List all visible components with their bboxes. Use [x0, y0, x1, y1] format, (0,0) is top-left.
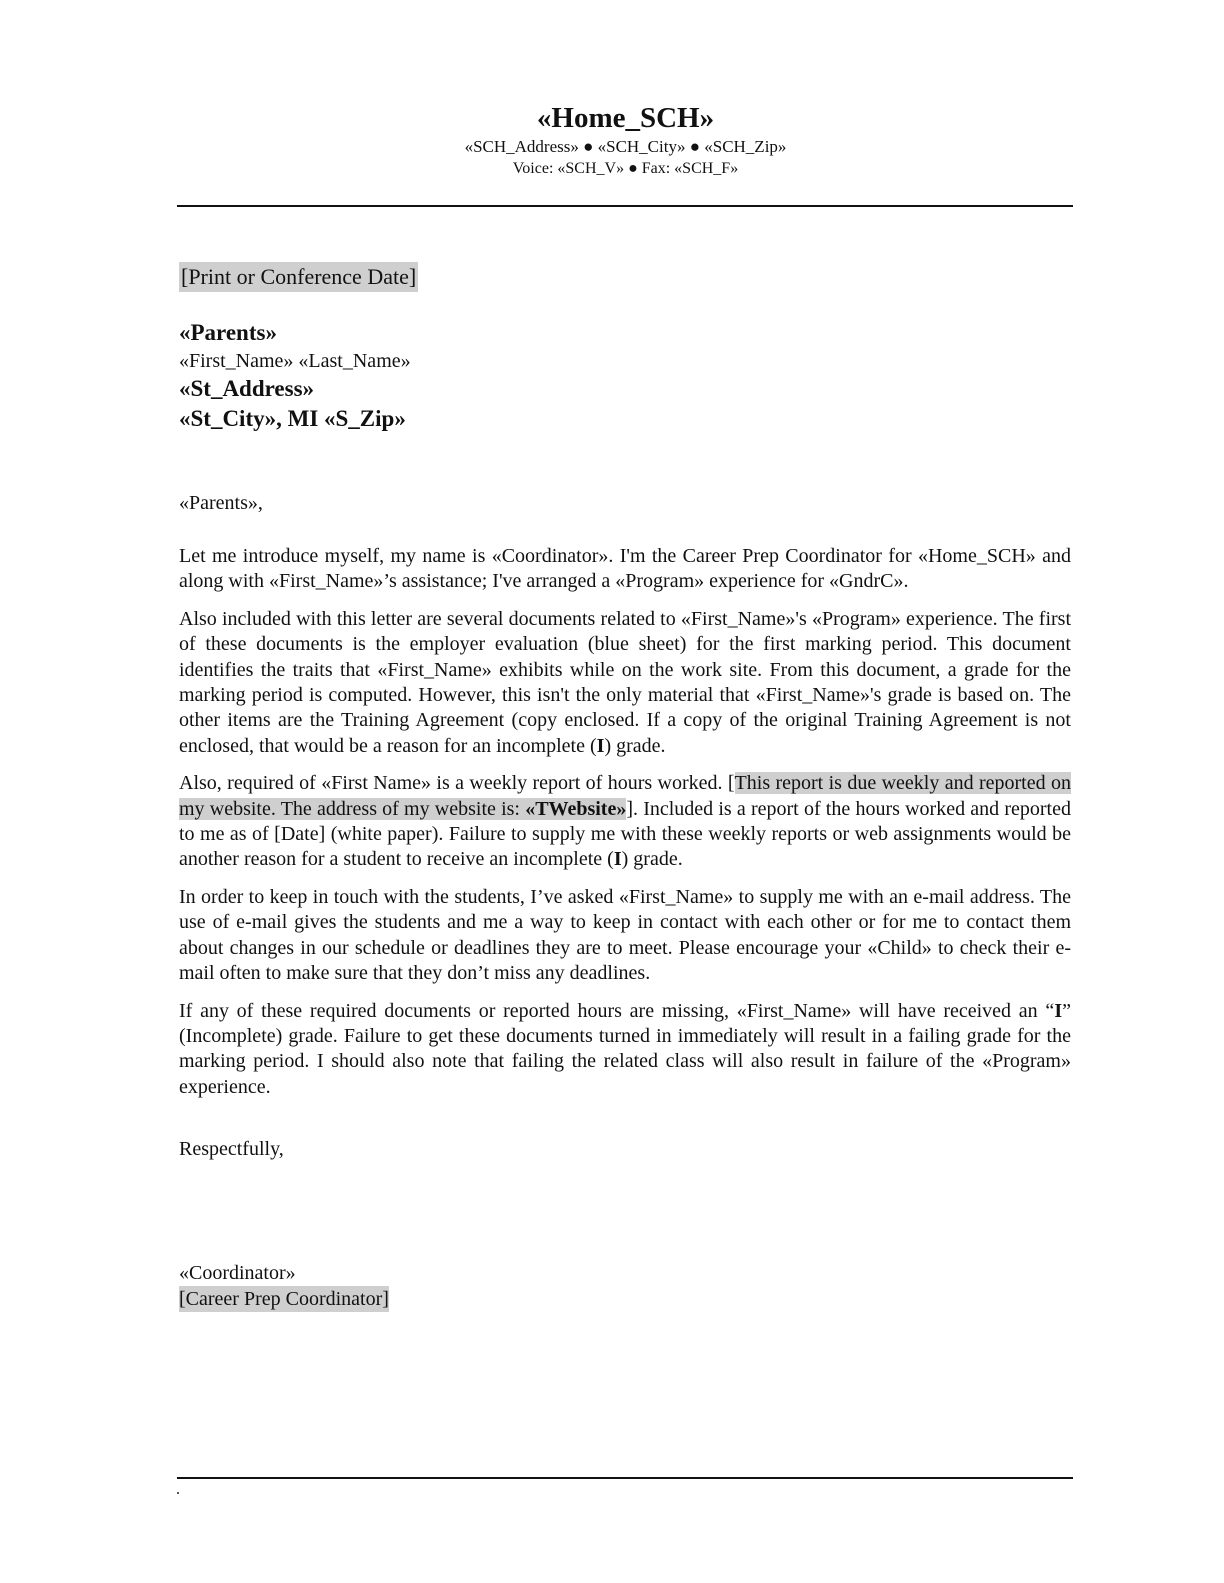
paragraph-weekly-report: [179, 771, 1071, 873]
recipient-parents: «Parents»: [179, 320, 277, 345]
recipient-city-state-zip: «St_City», MI «S_Zip»: [179, 406, 406, 431]
signature-name: «Coordinator»: [179, 1262, 296, 1285]
website-note-text: This report is due weekly and reported on my website. The address of my website is:: [179, 772, 1071, 820]
paragraph-missing-start: If any of these required documents or reported hours are missing, «First_Name» will have received an “: [179, 999, 1055, 1022]
salutation: «Parents»,: [179, 492, 263, 514]
letterhead: [178, 100, 1073, 180]
school-phone-fax: Voice: «SCH_V» ● Fax: «SCH_F»: [512, 160, 739, 177]
paragraph-missing-documents: [179, 999, 1071, 1101]
recipient-street: «St_Address»: [179, 376, 315, 401]
letter-body: [179, 262, 1071, 1312]
incomplete-grade-letter: I: [1054, 999, 1063, 1022]
school-name: «Home_SCH»: [536, 102, 715, 134]
closing: Respectfully,: [179, 1138, 284, 1161]
paragraph-documents: [179, 607, 1071, 759]
paragraph-weekly-report-start: Also, required of «First Name» is a weekly report of hours worked. [: [179, 772, 735, 795]
paragraph-introduction: Let me introduce myself, my name is «Coordinator». I'm the Career Prep Coordinator for «Home_SCH» and along with «First_Name»’s assistance; I've arranged a «Program» experience for «GndrC».: [179, 545, 1071, 593]
website-field: «TWebsite»: [525, 797, 627, 820]
signature-title: [Career Prep Coordinator]: [179, 1288, 389, 1311]
signature-block: [179, 1260, 1071, 1312]
school-address: «SCH_Address» ● «SCH_City» ● «SCH_Zip»: [464, 137, 787, 156]
paragraph-weekly-report-end: ) grade.: [621, 848, 683, 871]
paragraph-documents-text: Also included with this letter are several documents related to «First_Name»'s «Program» experience. The first of these documents is the employer evaluation (blue sheet) for the first marking period. This document identifies the traits that «First_Name» exhibits while on the work site. From this document, a grade for the marking period is computed. However, this isn't the only material that «First_Name»'s grade is based on. The other items are the Training Agreement (copy enclosed. If a copy of the original Training Agreement is not enclosed, that would be a reason for an incomplete (: [179, 607, 1071, 757]
paragraph-weekly-report-rest: ]. Included is a report of the hours worked and reported to me as of [Date] (white paper). Failure to supply me with these weekly reports or web assignments would be another reason for a student to receive an incomplete (: [179, 797, 1071, 871]
paragraph-missing-rest: ” (Incomplete) grade. Failure to get these documents turned in immediately will result in a failing grade for the marking period. I should also note that failing the related class will also result in failure of the «Program» experience.: [179, 999, 1071, 1098]
header-divider: [177, 205, 1073, 207]
footer-mark: [177, 1492, 179, 1494]
recipient-student-name: «First_Name» «Last_Name»: [179, 350, 411, 372]
recipient-address: [179, 318, 1071, 434]
footer-divider: [177, 1477, 1073, 1479]
paragraph-documents-end: ) grade.: [604, 734, 666, 757]
date-placeholder: [Print or Conference Date]: [179, 262, 418, 292]
paragraph-email: In order to keep in touch with the students, I’ve asked «First_Name» to supply me with an e-mail address. The use of e-mail gives the students and me a way to keep in contact with each other or for me to contact them about changes in our schedule or deadlines they are to meet. Please encourage your «Child» to check their e-mail often to make sure that they don’t miss any deadlines.: [179, 885, 1071, 985]
incomplete-grade-letter: I: [596, 734, 605, 757]
incomplete-grade-letter: I: [613, 848, 622, 871]
